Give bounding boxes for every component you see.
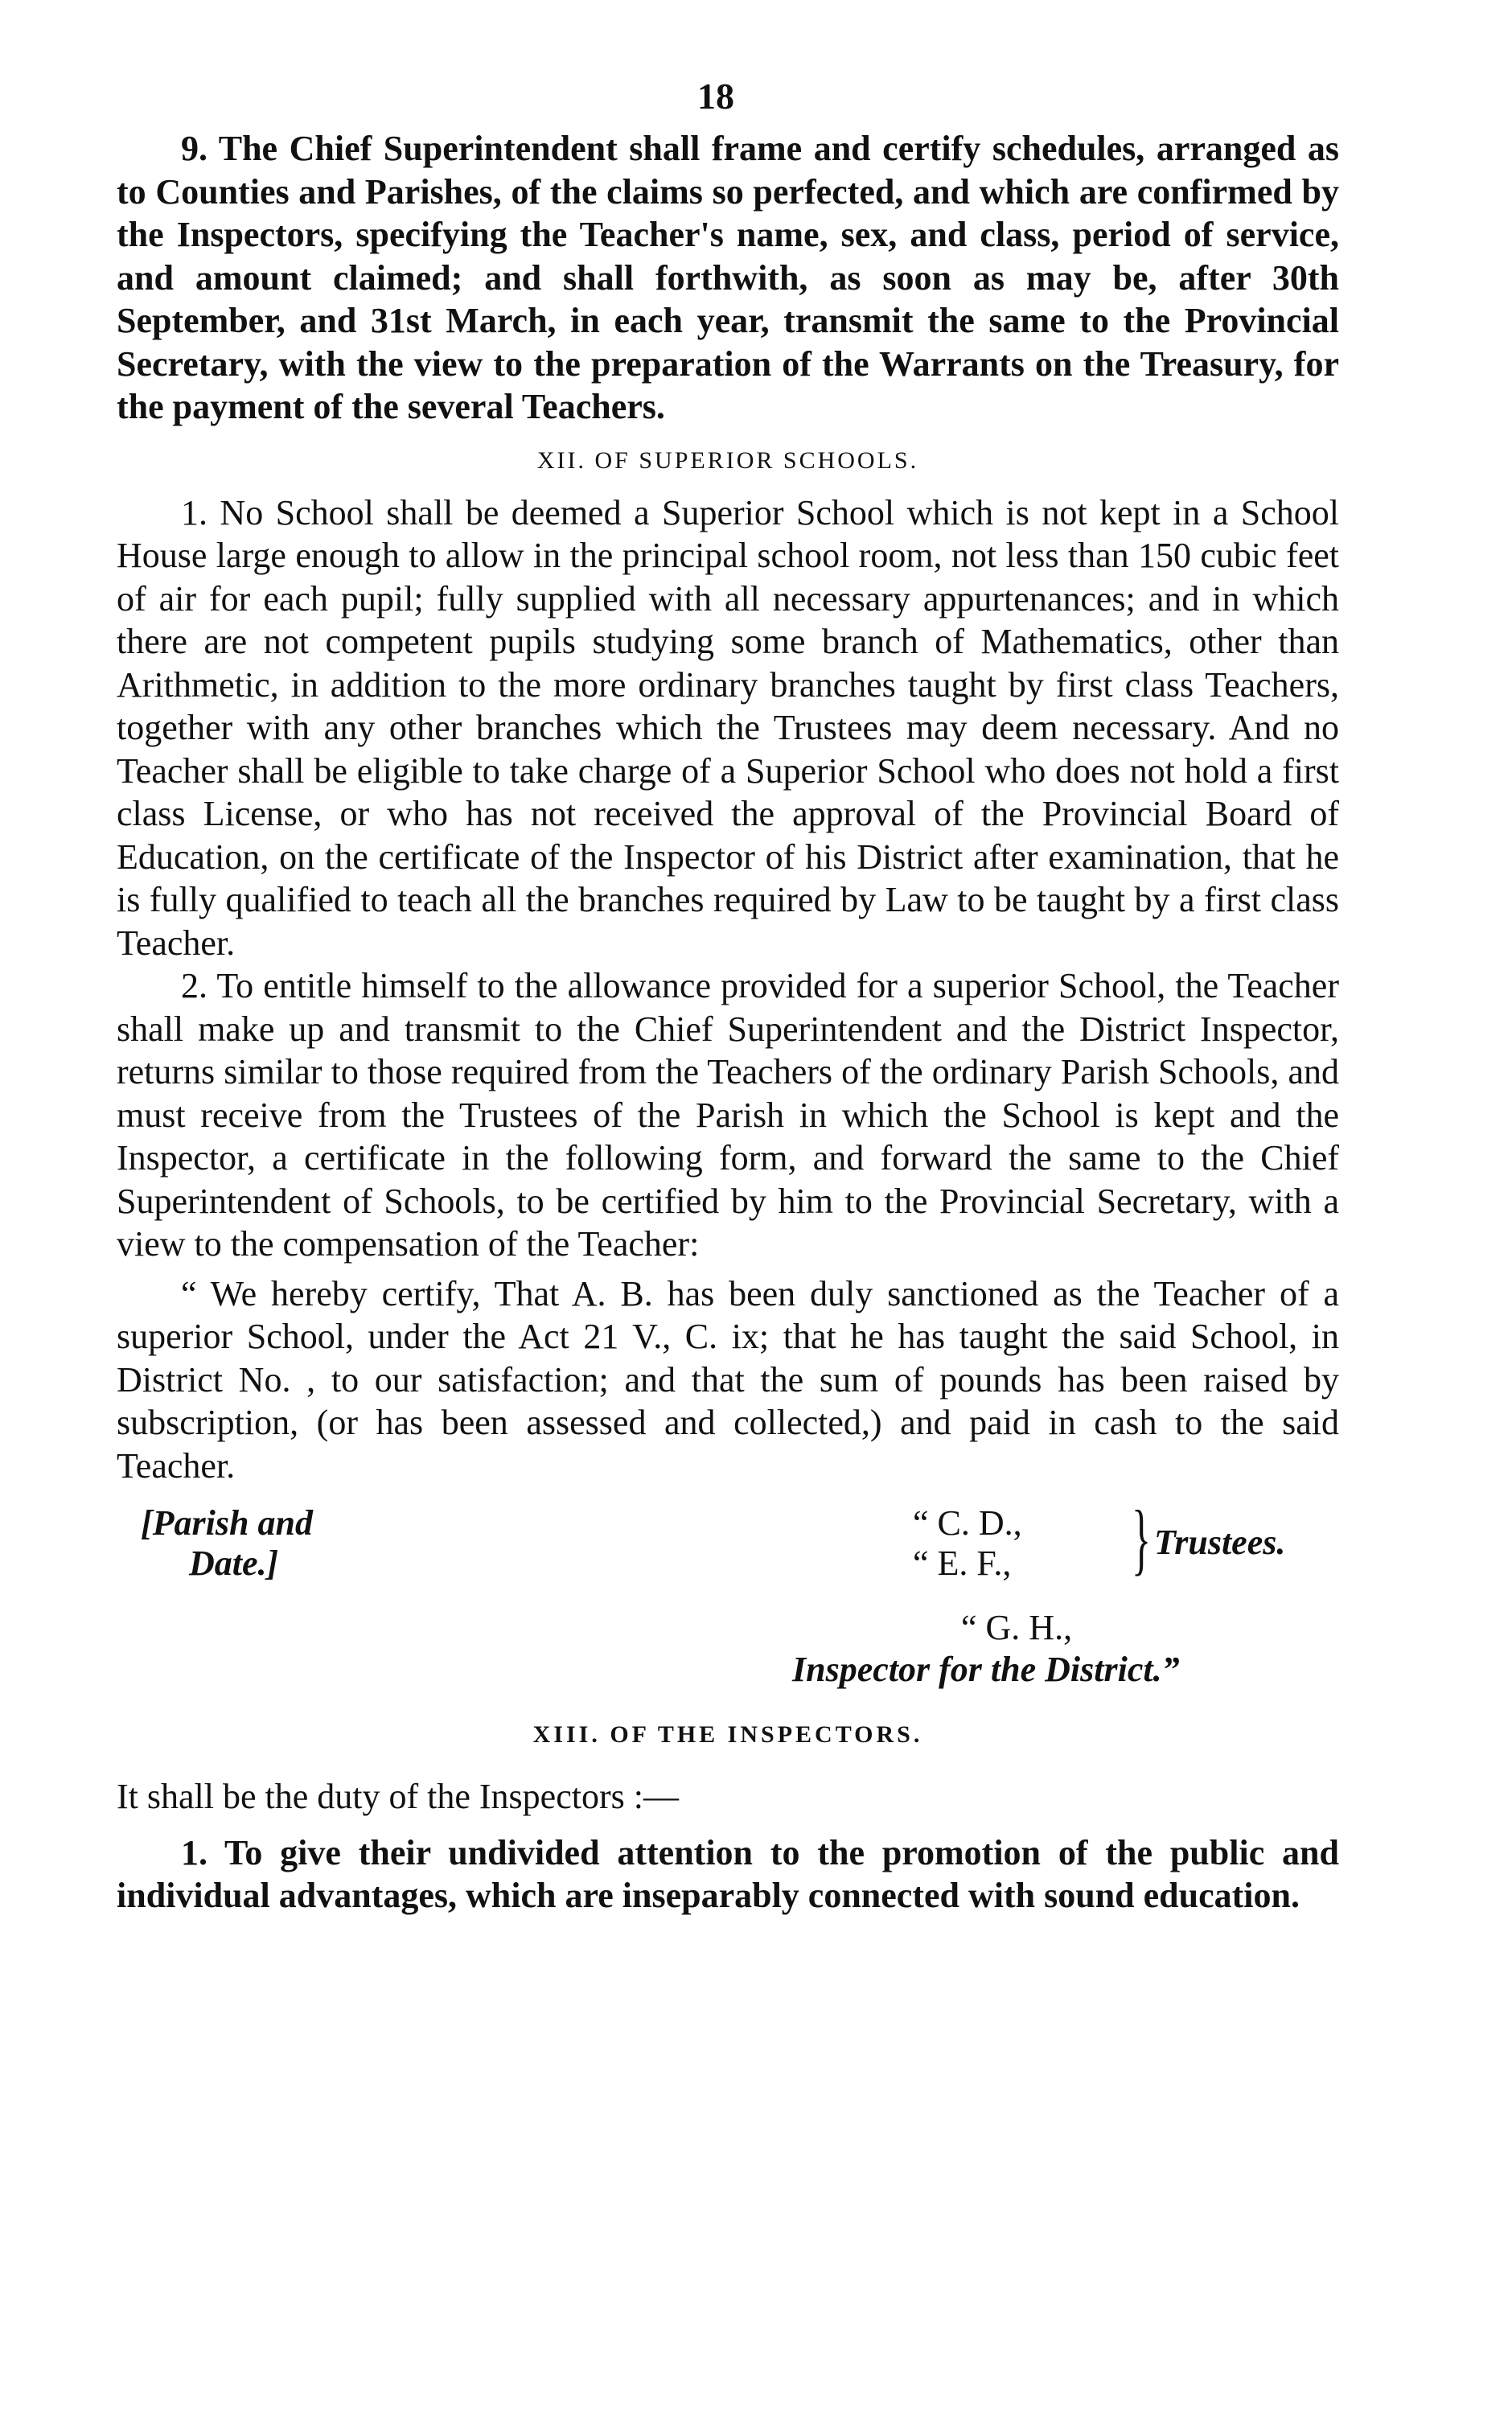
certificate-form-text: “ We hereby certify, That A. B. has been duly sanctioned as the Teacher of a superior School, under the Act 21 V., C. ix; that he has taught the said School, in District No. , to our satisfaction; and that the sum of pounds has been raised by subscription, (or has been assessed and collected,) and paid in cash to the said Teacher. — [117, 1273, 1339, 1486]
trustee-signatures — [913, 1503, 1022, 1584]
paragraph-xii-2: 2. To entitle himself to the allowance provided for a superior School, the Teacher shall make up and transmit to the Chief Superintendent and the District Inspector, returns similar to those required from the Teachers of the ordinary Parish Schools, and must receive from the Trustees of the Parish in which the School is kept and the Inspector, a certificate in the following form, and forward the same to the Chief Superintendent of Schools, to be certified by him to the Provincial Secretary, with a view to the compensation of the Teacher: — [117, 966, 1339, 1264]
trustee-2: “ E. F., — [913, 1543, 1012, 1583]
parish-line: [Parish and — [141, 1503, 313, 1543]
date-line: Date.] — [189, 1543, 279, 1583]
trustees-brace: } — [1132, 1494, 1151, 1583]
paragraph-xii-1: 1. No School shall be deemed a Superior School which is not kept in a School House large enough to allow in the principal school room, not less than 150 cubic feet of air for each pupil; fully supplied with all necessary appurtenances; and in which there are not competent pupils studying some branch of Mathematics, other than Arithmetic, in addition to the more ordinary branches taught by first class Teachers, together with any other branches which the Trustees may deem necessary. And no Teacher shall be eligible to take charge of a Superior School who does not hold a first class License, or who has not received the approval of the Provincial Board of Education, on the certificate of the Inspector of his District after examination, that he is fully qualified to teach all the branches required by Law to be taught by a first class Teacher. — [117, 492, 1339, 963]
paragraph-xiii-1: 1. To give their undivided attention to the promotion of the public and individual advantages, which are inseparably connected with sound education. — [117, 1832, 1339, 1915]
section-heading-xiii: XIII. OF THE INSPECTORS. — [532, 1721, 923, 1748]
inspectors-duty-intro: It shall be the duty of the Inspectors :— — [117, 1777, 679, 1816]
inspector-title: Inspector for the District.” — [792, 1650, 1180, 1689]
trustees-label: Trustees. — [1154, 1523, 1286, 1562]
paragraph-xi-9: 9. The Chief Superintendent shall frame and certify schedules, arranged as to Counties and Parishes, of the claims so perfected, and which are confirmed by the Inspectors, specifying the Teacher's name, sex, and class, period of service, and amount claimed; and shall forthwith, as soon as may be, after 30th September, and 31st March, in each year, transmit the same to the Provincial Secretary, with the view to the preparation of the Warrants on the Treasury, for the payment of the several Teachers. — [117, 129, 1339, 426]
certificate-signatures — [117, 1494, 1339, 1696]
parish-and-date — [141, 1503, 313, 1584]
section-heading-xii: XII. OF SUPERIOR SCHOOLS. — [536, 446, 919, 474]
inspector-name: “ G. H., — [961, 1608, 1073, 1647]
page-number: 18 — [697, 76, 734, 117]
document-page — [117, 72, 1339, 1917]
trustee-1: “ C. D., — [913, 1503, 1022, 1543]
